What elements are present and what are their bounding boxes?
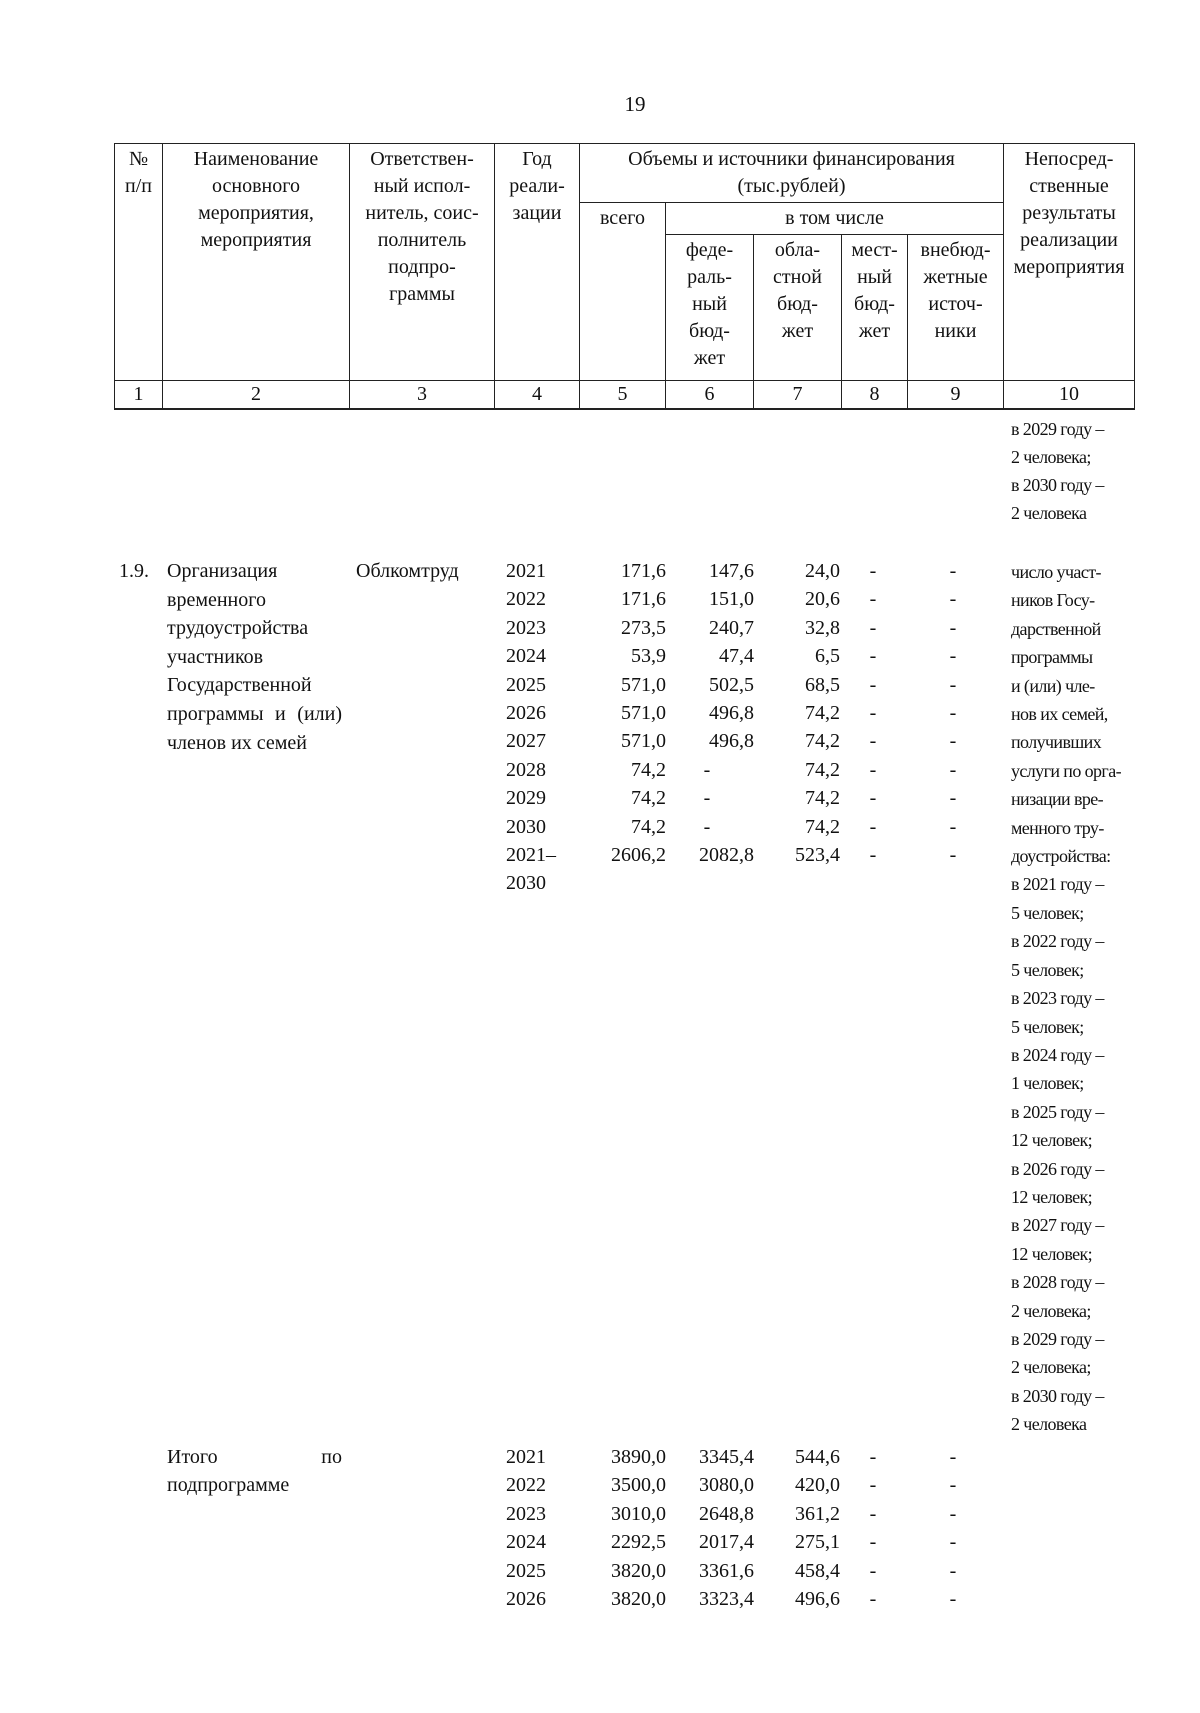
federal-cell: 3323,4 [699,1588,754,1610]
regional-cell: 74,2 [805,787,840,810]
year-cell: 2021 [506,1446,546,1468]
extrabudget-cell: - [949,702,957,724]
federal-cell: 496,8 [709,702,754,724]
local-cell: - [869,560,877,582]
regional-cell: 74,2 [805,758,840,781]
extrabudget-cell: - [949,1588,957,1610]
column-number: 4 [495,381,580,409]
column-number: 1 [115,381,163,409]
extrabudget-cell: - [949,1559,957,1582]
federal-cell: 2017,4 [699,1531,754,1554]
regional-cell: 420,0 [795,1474,840,1497]
extrabudget-cell: - [949,815,957,838]
local-cell: - [869,645,877,668]
column-number: 9 [908,381,1004,409]
previous-results-tail: в 2029 году – 2 человека; в 2030 году – 2 человека [1011,419,1104,523]
extrabudget-cell: - [949,1474,957,1497]
regional-cell: 24,0 [805,560,840,582]
total-cell: 571,0 [621,730,666,753]
regional-cell: 496,6 [795,1588,840,1610]
year-cell: 2021 [506,560,546,582]
year-cell: 2024 [506,645,546,668]
header-results: Непосред- ственные результаты реализации мероприятия [1004,144,1135,381]
federal-cell: 151,0 [709,588,754,611]
regional-cell: 74,2 [805,730,840,753]
year-cell: 2023 [506,616,546,639]
local-cell: - [869,844,877,866]
regional-cell: 544,6 [795,1446,840,1468]
regional-cell: 20,6 [805,588,840,611]
header-federal: феде- раль- ный бюд- жет [666,235,754,381]
local-cell: - [869,616,877,639]
total-cell: 2292,5 [611,1531,666,1554]
total-cell: 3890,0 [611,1446,666,1468]
year-cell: 2029 [506,787,546,810]
federal-cell: 2648,8 [699,1502,754,1525]
local-cell: - [869,1588,877,1610]
year-cell: 2027 [506,730,546,753]
total-cell: 53,9 [631,645,666,668]
local-cell: - [869,1559,877,1582]
year-cell: 2030 [506,815,546,838]
regional-cell: 275,1 [795,1531,840,1554]
header-local: мест- ный бюд- жет [842,235,908,381]
total-cell: 571,0 [621,702,666,724]
table-header [114,143,1135,410]
header-regional: обла- стной бюд- жет [754,235,842,381]
extrabudget-cell: - [949,1531,957,1554]
year-cell: 2028 [506,758,546,781]
year-cell: 2022 [506,1474,546,1497]
column-number: 7 [754,381,842,409]
regional-cell: 6,5 [815,645,840,668]
column-number: 2 [163,381,350,409]
page-number: 19 [624,92,646,116]
extrabudget-cell: - [949,844,957,866]
year-cell: 2023 [506,1502,546,1525]
extrabudget-cell: - [949,1446,957,1468]
local-cell: - [869,787,877,810]
year-cell: 2022 [506,588,546,611]
total-cell: 3820,0 [611,1588,666,1610]
year-cell: 2024 [506,1531,546,1554]
year-cell: 2021– 2030 [506,844,556,895]
column-number: 8 [842,381,908,409]
local-cell: - [869,1531,877,1554]
federal-cell: 3361,6 [699,1559,754,1582]
header-executor: Ответствен- ный испол- нитель, соис- полнитель подпро- граммы [350,144,495,381]
local-cell: - [869,730,877,753]
total-cell: 3010,0 [611,1502,666,1525]
federal-cell: - [703,787,711,810]
total-cell: 74,2 [631,787,666,810]
extrabudget-cell: - [949,673,957,696]
extrabudget-cell: - [949,787,957,810]
year-cell: 2026 [506,702,546,724]
federal-cell: - [703,758,711,781]
regional-cell: 361,2 [795,1502,840,1525]
year-cell: 2025 [506,1559,546,1582]
extrabudget-cell: - [949,1502,957,1525]
header-year: Год реали- зации [495,144,580,381]
extrabudget-cell: - [949,645,957,668]
header-name: Наименование основного мероприятия, мероприятия [163,144,350,381]
federal-cell: 496,8 [709,730,754,753]
total-name: Итого по подпрограмме [167,1446,342,1496]
item-name: Организация временного трудоустройства участников Государственной программы и (или) членов их семей [167,560,342,754]
local-cell: - [869,673,877,696]
total-cell: 2606,2 [611,844,666,866]
extrabudget-cell: - [949,730,957,753]
federal-cell: 2082,8 [699,844,754,866]
header-no: № п/п [115,144,163,381]
total-cell: 3500,0 [611,1474,666,1497]
year-cell: 2025 [506,673,546,696]
federal-cell: 147,6 [709,560,754,582]
header-extrabudget: внебюд- жетные источ- ники [908,235,1004,381]
federal-cell: 47,4 [719,645,754,668]
local-cell: - [869,815,877,838]
total-cell: 273,5 [621,616,666,639]
federal-cell: 3080,0 [699,1474,754,1497]
total-cell: 3820,0 [611,1559,666,1582]
header-including: в том числе [666,203,1004,235]
extrabudget-cell: - [949,758,957,781]
local-cell: - [869,702,877,724]
local-cell: - [869,1474,877,1497]
regional-cell: 523,4 [795,844,840,866]
local-cell: - [869,1502,877,1525]
column-number: 10 [1004,381,1135,409]
extrabudget-cell: - [949,560,957,582]
item-results: число участ- ников Госу- дарственной программы и (или) чле- нов их семей, получивших услуги по орга- низации вре- менного тру- доустройства: в 2021 году – 5 человек; в 2022 году – 5 человек; в 2023 году – 5 человек; в 2024 году – 1 человек; в 2025 году – 12 человек; в 2026 году – 12 человек; в 2027 году – 12 человек; в 2028 году – 2 человека; в 2029 году – 2 человека; в 2030 году – 2 человека [1011,562,1121,1435]
regional-cell: 32,8 [805,616,840,639]
column-number: 5 [580,381,666,409]
total-cell: 74,2 [631,815,666,838]
item-executor: Облкомтруд [356,560,459,582]
extrabudget-cell: - [949,616,957,639]
item-number: 1.9. [119,560,149,582]
total-cell: 171,6 [621,560,666,582]
federal-cell: 3345,4 [699,1446,754,1468]
federal-cell: 502,5 [709,673,754,696]
regional-cell: 74,2 [805,815,840,838]
extrabudget-cell: - [949,588,957,611]
regional-cell: 458,4 [795,1559,840,1582]
column-number: 6 [666,381,754,409]
year-cell: 2026 [506,1588,546,1610]
regional-cell: 68,5 [805,673,840,696]
federal-cell: 240,7 [709,616,754,639]
local-cell: - [869,1446,877,1468]
regional-cell: 74,2 [805,702,840,724]
total-cell: 571,0 [621,673,666,696]
local-cell: - [869,588,877,611]
header-total: всего [580,203,666,381]
total-cell: 74,2 [631,758,666,781]
total-cell: 171,6 [621,588,666,611]
federal-cell: - [703,815,711,838]
local-cell: - [869,758,877,781]
header-finance: Объемы и источники финансирования (тыс.рублей) [580,144,1004,203]
column-number: 3 [350,381,495,409]
